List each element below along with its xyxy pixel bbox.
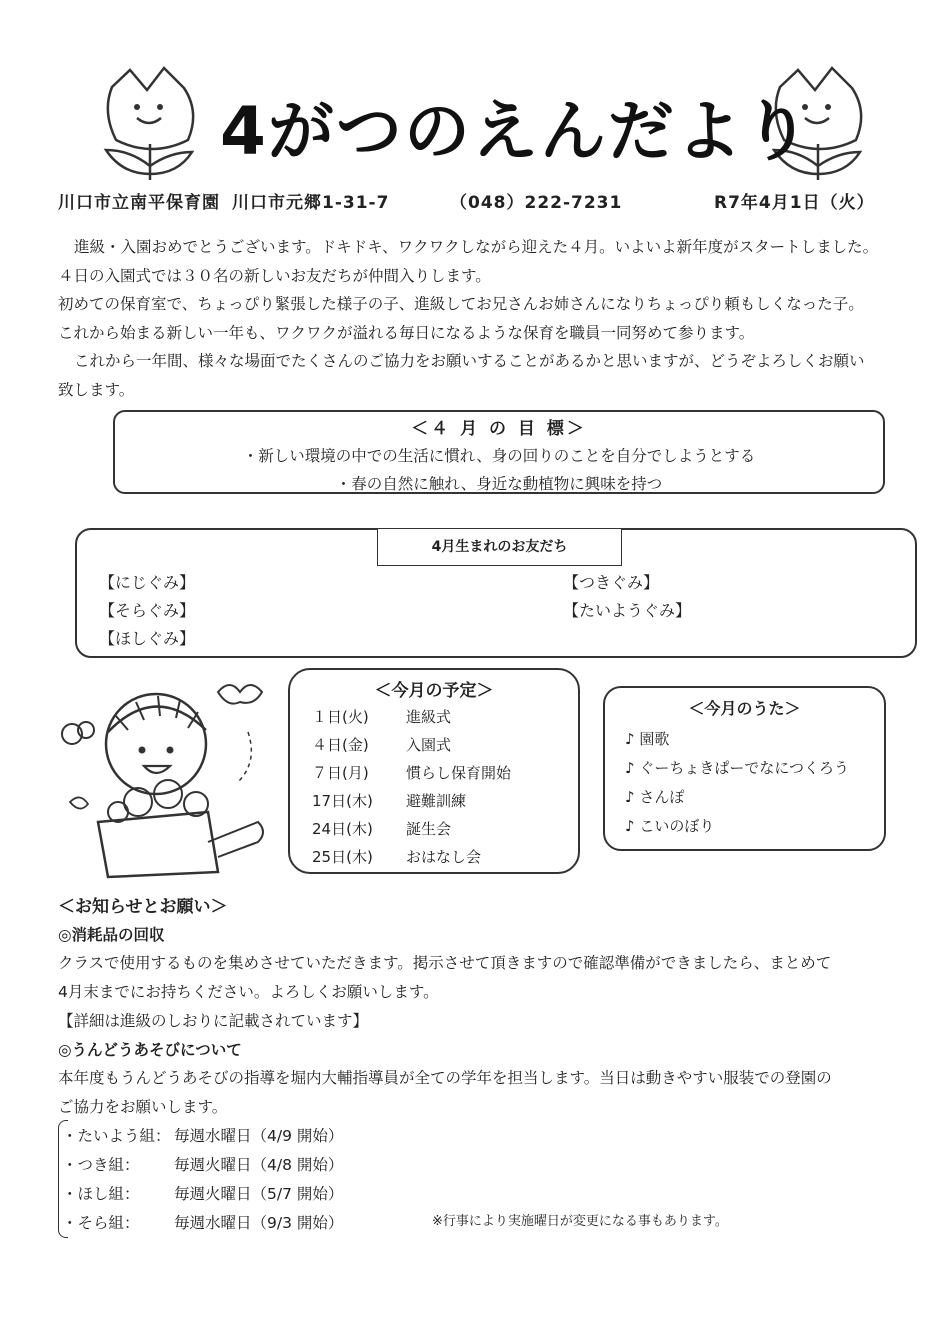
issue-date: R7年4月1日（火） (714, 193, 875, 213)
exercise-day: 毎週火曜日（5/7 開始） (174, 1185, 344, 1203)
schedule-date: １日(火) (312, 708, 369, 726)
exercise-day: 毎週水曜日（9/3 開始） (174, 1214, 344, 1232)
monthly-schedule-box (288, 668, 580, 874)
exercise-schedule-row (58, 1151, 898, 1180)
exercise-day: 毎週火曜日（4/8 開始） (174, 1156, 344, 1174)
schedule-date: ７日(月) (312, 764, 369, 782)
exercise-schedule-row (58, 1180, 898, 1209)
notices-title: ＜お知らせとお願い＞ (58, 897, 228, 917)
schedule-event: 進級式 (406, 708, 452, 726)
schedule-event: 避難訓練 (406, 792, 467, 810)
notices-section (58, 893, 898, 1238)
intro-text (58, 233, 898, 404)
class-niji: 【にじぐみ】 (99, 573, 196, 592)
schedule-event: おはなし会 (406, 848, 482, 866)
class-sora: 【そらぐみ】 (99, 601, 196, 620)
exercise-group: ・たいよう組： (62, 1127, 171, 1145)
birthdays-title: 4月生まれのお友だち (377, 528, 622, 566)
song-item: ♪ 園歌 (625, 730, 670, 748)
child-with-flowers-illustration (58, 672, 273, 882)
monthly-goals-box (113, 410, 885, 494)
schedule-title: ＜今月の予定＞ (374, 681, 494, 701)
intro-line: 初めての保育室で、ちょっぴり緊張した様子の子、進級してお兄さんお姉さんになりちょっぴり頼もしくなった子。 (58, 295, 864, 313)
school-phone: （048）222-7231 (450, 193, 623, 213)
exercise-text: ご協力をお願いします。 (58, 1098, 228, 1116)
tulip-left-illustration (92, 62, 212, 182)
schedule-date: 17日(木) (312, 792, 373, 810)
supplies-text: クラスで使用するものを集めさせていただきます。掲示させて頂きますので確認準備ができましたら、まとめて (58, 954, 832, 972)
exercise-schedule-row (58, 1122, 898, 1151)
songs-title: ＜今月のうた＞ (688, 699, 801, 718)
class-hoshi: 【ほしぐみ】 (99, 629, 196, 648)
schedule-row (312, 846, 481, 867)
class-tsuki: 【つきぐみ】 (563, 573, 660, 592)
intro-line: これから一年間、様々な場面でたくさんのご協力をお願いすることがあるかと思いますが、どうぞよろしくお願い (74, 352, 865, 370)
school-name: 川口市立南平保育園 (58, 193, 220, 213)
exercise-group: ・つき組： (62, 1156, 140, 1174)
schedule-row (312, 762, 511, 783)
exercise-day: 毎週水曜日（4/9 開始） (174, 1127, 344, 1145)
schedule-date: ４日(金) (312, 736, 369, 754)
goal-item: ・新しい環境の中での生活に慣れ、身の回りのことを自分でしようとする (242, 447, 756, 465)
school-address: 川口市元郷1-31-7 (232, 193, 390, 213)
supplies-note: 【詳細は進級のしおりに記載されています】 (58, 1012, 369, 1030)
schedule-row (312, 818, 451, 839)
exercise-group: ・そら組： (62, 1214, 140, 1232)
intro-line: ４日の入園式では３０名の新しいお友だちが仲間入りします。 (58, 266, 491, 285)
schedule-event: 入園式 (406, 736, 452, 754)
schedule-change-note: ※行事により実施曜日が変更になる事もあります。 (432, 1214, 728, 1229)
exercise-group: ・ほし組： (62, 1185, 140, 1203)
schedule-row (312, 706, 451, 727)
schedule-bracket (58, 1120, 68, 1238)
schedule-date: 24日(木) (312, 820, 373, 838)
schedule-row (312, 734, 451, 755)
birthdays-box (75, 528, 917, 658)
supplies-heading: ◎消耗品の回収 (58, 926, 165, 944)
intro-line: 致します。 (58, 380, 135, 399)
schedule-event: 誕生会 (406, 820, 452, 838)
schedule-event: 慣らし保育開始 (406, 764, 512, 782)
song-item: ♪ こいのぼり (625, 817, 715, 835)
supplies-text: 4月末までにお持ちください。よろしくお願いします。 (58, 983, 439, 1001)
schedule-row (312, 790, 466, 811)
newsletter-title: 4がつのえんだより (220, 93, 812, 170)
schedule-date: 25日(木) (312, 848, 373, 866)
goal-item: ・春の自然に触れ、身近な動植物に興味を持つ (335, 475, 663, 493)
class-taiyou: 【たいようぐみ】 (563, 601, 692, 620)
intro-line: 進級・入園おめでとうございます。ドキドキ、ワクワクしながら迎えた４月。いよいよ新年度がスタートしました。 (74, 238, 879, 256)
intro-line: これから始まる新しい一年も、ワクワクが溢れる毎日になるような保育を職員一同努めて参ります。 (58, 323, 755, 342)
exercise-heading: ◎うんどうあそびについて (58, 1041, 242, 1059)
monthly-songs-box (603, 686, 886, 851)
song-item: ♪ ぐーちょきぱーでなにつくろう (625, 759, 850, 777)
goals-title: ＜４ 月 の 目 標＞ (411, 419, 587, 439)
exercise-text: 本年度もうんどうあそびの指導を堀内大輔指導員が全ての学年を担当します。当日は動きやすい服装での登園の (58, 1069, 832, 1087)
song-item: ♪ さんぽ (625, 788, 685, 806)
